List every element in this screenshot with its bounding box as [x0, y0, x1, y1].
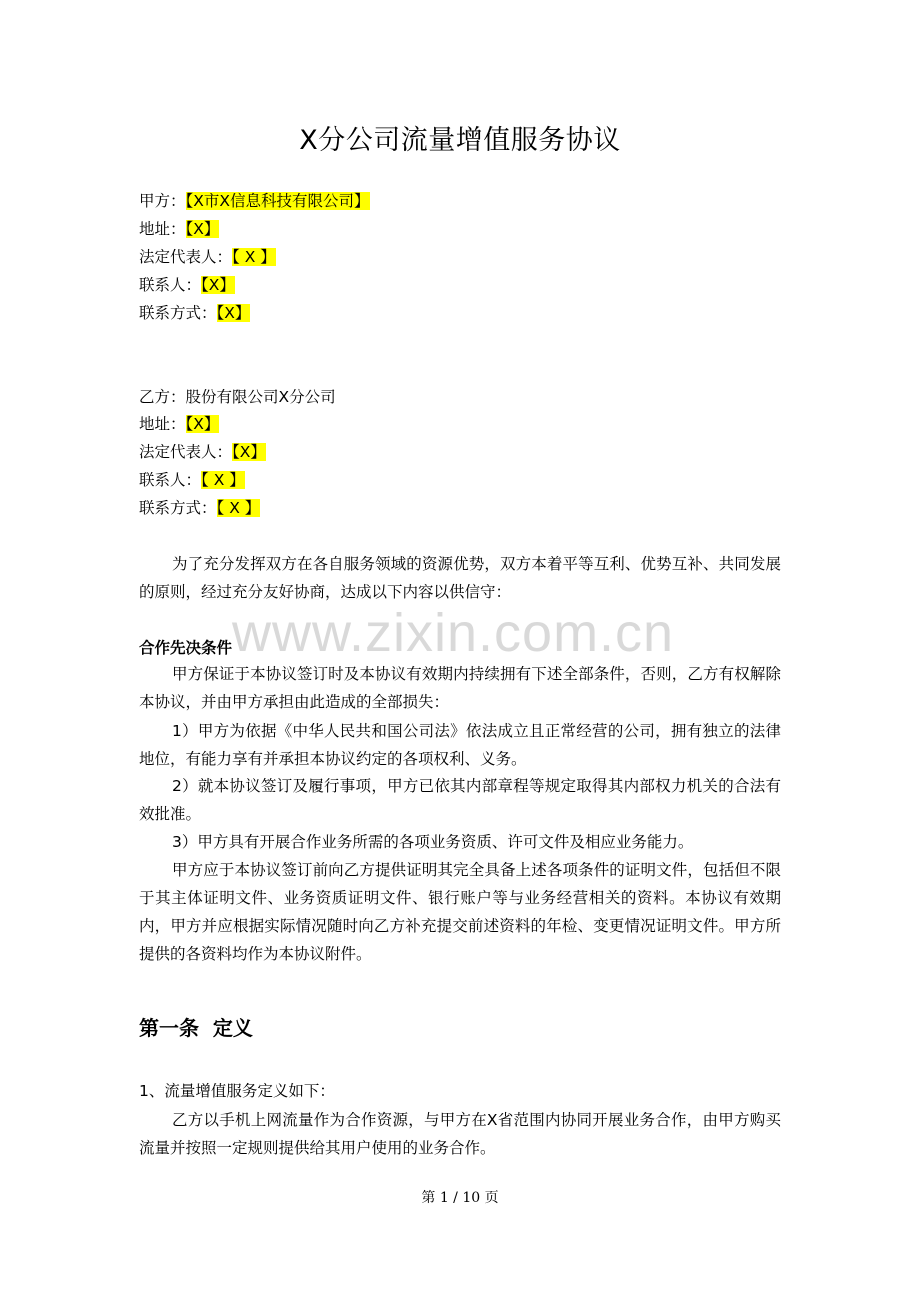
party-a-rep-value: 【 X 】	[232, 248, 276, 266]
preconditions-item-3: 3）甲方具有开展合作业务所需的各项业务资质、许可文件及相应业务能力。	[172, 833, 694, 851]
party-b-name: 乙方：股份有限公司X分公司	[139, 388, 336, 406]
party-b-address-value: 【X】	[185, 415, 220, 433]
party-a-name-label: 甲方：	[139, 192, 186, 210]
watermark: www.zixin.com.cn	[232, 603, 675, 663]
party-b-phone-label: 联系方式：	[139, 499, 217, 517]
party-b-contact-value: 【 X 】	[201, 471, 245, 489]
party-a-phone	[139, 302, 250, 324]
party-a-contact-value: 【X】	[201, 276, 235, 294]
party-a-name-value: 【X市X信息科技有限公司】	[185, 192, 370, 210]
party-a-rep	[139, 246, 276, 268]
party-a-rep-label: 法定代表人：	[139, 248, 233, 266]
preconditions-heading: 合作先决条件	[139, 639, 233, 657]
page-number-footer: 第 1 / 10 页	[421, 1190, 499, 1206]
party-a-address-value: 【X】	[185, 220, 220, 238]
party-a-contact	[139, 274, 235, 296]
article-1-paragraph: 乙方以手机上网流量作为合作资源，与甲方在X省范围内协同开展业务合作，由甲方购买流量并按照一定规则提供给其用户使用的业务合作。	[139, 1111, 781, 1157]
preconditions-paragraph-1: 甲方保证于本协议签订时及本协议有效期内持续拥有下述全部条件，否则，乙方有权解除本协议，并由甲方承担由此造成的全部损失：	[139, 665, 781, 711]
party-b-rep	[139, 441, 266, 463]
party-b-contact	[139, 469, 245, 491]
preconditions-item-1: 1）甲方为依据《中华人民共和国公司法》依法成立且正常经营的公司，拥有独立的法律地位，有能力享有并承担本协议约定的各项权利、义务。	[139, 722, 781, 768]
party-b-address-label: 地址：	[139, 415, 186, 433]
party-b-phone-value: 【 X 】	[216, 499, 261, 517]
party-a-contact-label: 联系人：	[139, 276, 202, 294]
article-1-heading: 第一条 定义	[139, 1016, 253, 1040]
party-b-rep-label: 法定代表人：	[139, 443, 233, 461]
party-a-address-label: 地址：	[139, 220, 186, 238]
preconditions-paragraph-2: 甲方应于本协议签订前向乙方提供证明其完全具备上述各项条件的证明文件，包括但不限于其主体证明文件、业务资质证明文件、银行账户等与业务经营相关的资料。本协议有效期内，甲方并应根据实际情况随时向乙方补充提交前述资料的年检、变更情况证明文件。甲方所提供的各资料均作为本协议附件。	[139, 861, 781, 963]
party-a-name	[139, 190, 370, 212]
party-b-phone	[139, 497, 260, 519]
party-b-address	[139, 413, 219, 435]
preconditions-item-2: 2）就本协议签订及履行事项，甲方已依其内部章程等规定取得其内部权力机关的合法有效批准。	[139, 777, 781, 823]
article-1-item-1: 1、流量增值服务定义如下：	[139, 1082, 335, 1100]
intro-paragraph: 为了充分发挥双方在各自服务领域的资源优势，双方本着平等互利、优势互补、共同发展的原则，经过充分友好协商，达成以下内容以供信守：	[139, 555, 781, 601]
document-title: X分公司流量增值服务协议	[299, 125, 621, 156]
party-a-phone-value: 【X】	[216, 304, 251, 322]
party-b-contact-label: 联系人：	[139, 471, 202, 489]
party-b-rep-value: 【X】	[232, 443, 266, 461]
party-a-address	[139, 218, 219, 240]
party-a-phone-label: 联系方式：	[139, 304, 217, 322]
